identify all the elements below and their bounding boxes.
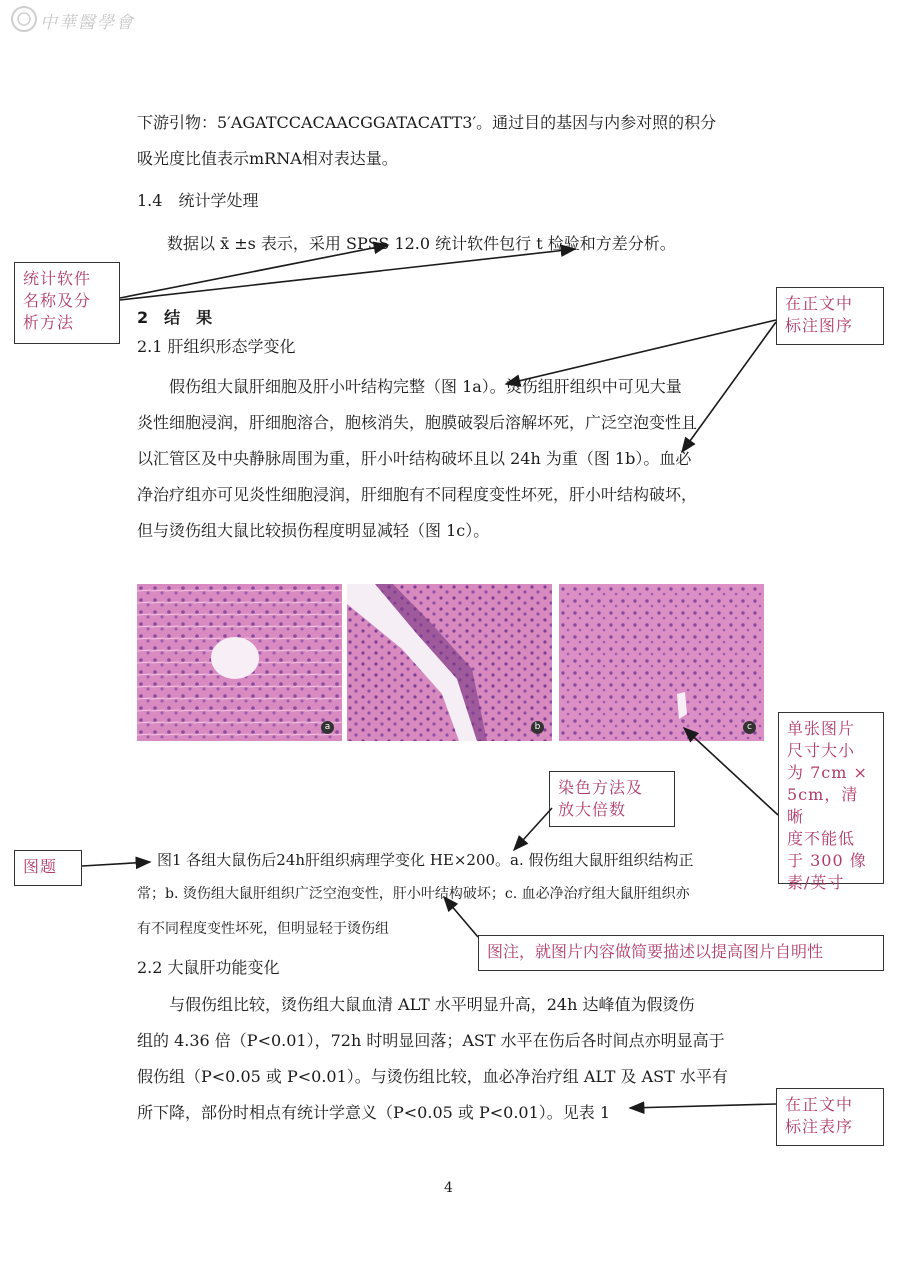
- arrow-to-table-ref: [630, 1104, 776, 1108]
- arrow-to-caption-legend: [444, 897, 478, 937]
- para1-line: 净治疗组亦可见炎性细胞浸润，肝细胞有不同程度变性坏死，肝小叶结构破坏，: [137, 485, 698, 504]
- section-1-4-heading: 1.4 统计学处理: [137, 191, 259, 210]
- annotation-line: 为 7cm ×: [787, 763, 868, 782]
- arrow-to-fig-1b: [682, 322, 776, 452]
- stats-sentence: 数据以 x̄ ±s 表示，采用 SPSS 12.0 统计软件包行 t 检验和方差分析。: [167, 234, 676, 253]
- text-line-1: 下游引物：5′AGATCCACAACGGATACATT3′。通过目的基因与内参对照的积分: [137, 113, 717, 132]
- panel-label-a: a: [321, 721, 334, 734]
- annotation-line: 析方法: [23, 313, 75, 332]
- section-2-2-heading: 2.2 大鼠肝功能变化: [137, 958, 280, 977]
- figure-caption-title: 图1 各组大鼠伤后24h肝组织病理学变化 HE×200。a. 假伤组大鼠肝组织结构正: [157, 851, 694, 869]
- para2-line: 所下降，部份时相点有统计学意义（P<0.05 或 P<0.01）。见表 1: [137, 1103, 611, 1122]
- annotation-line: 标注图序: [785, 316, 854, 335]
- annotation-line: 染色方法及: [558, 778, 644, 797]
- annotation-line: 于 300 像: [787, 851, 867, 870]
- para2-line: 与假伤组比较，烫伤组大鼠血清 ALT 水平明显升高，24h 达峰值为假烫伤: [169, 995, 695, 1014]
- annotation-line: 在正文中: [785, 1095, 854, 1114]
- para1-line: 以汇管区及中央静脉周围为重，肝小叶结构破坏且以 24h 为重（图 1b）。血必: [137, 449, 692, 468]
- figure-caption-line: 常；b. 烫伤组大鼠肝组织广泛空泡变性，肝小叶结构破坏；c. 血必净治疗组大鼠肝组织亦: [137, 886, 690, 902]
- para1-line: 但与烫伤组大鼠比较损伤程度明显减轻（图 1c）。: [137, 521, 490, 540]
- arrow-to-fig-1a: [506, 320, 776, 384]
- arrow-to-stain: [514, 808, 552, 850]
- section-2-1-heading: 2.1 肝组织形态学变化: [137, 337, 296, 356]
- annotation-line: 尺寸大小: [787, 741, 856, 760]
- annotation-line: 名称及分: [23, 291, 92, 310]
- arrow-to-caption-title: [82, 862, 150, 866]
- page-number: 4: [444, 1180, 453, 1196]
- arrow-to-methods: [120, 249, 575, 300]
- figure-caption-line: 有不同程度变性坏死，但明显轻于烫伤组: [137, 921, 389, 937]
- para1-line: 假伤组大鼠肝细胞及肝小叶结构完整（图 1a）。烫伤组肝组织中可见大量: [169, 377, 682, 396]
- annotation-line: 放大倍数: [558, 800, 627, 819]
- section-2-heading: 2 结 果: [137, 308, 213, 327]
- arrow-to-software: [120, 245, 388, 298]
- panel-label-c: c: [743, 721, 756, 734]
- logo-text: 中華醫學會: [40, 13, 135, 33]
- annotation-line: 在正文中: [785, 294, 854, 313]
- annotation-line: 图题: [23, 857, 58, 876]
- para2-line: 假伤组（P<0.05 或 P<0.01）。与烫伤组比较，血必净治疗组 ALT 及 AST 水平有: [137, 1067, 728, 1086]
- annotation-line: 素/英寸: [787, 873, 845, 892]
- para2-line: 组的 4.36 倍（P<0.01），72h 时明显回落；AST 水平在伤后各时间点亦明显高于: [137, 1031, 725, 1050]
- annotation-line: 5cm，清晰: [787, 785, 859, 826]
- annotation-line: 度不能低: [787, 829, 856, 848]
- annotation-line: 单张图片: [787, 719, 856, 738]
- annotation-line: 图注，就图片内容做简要描述以提高图片自明性: [487, 942, 824, 961]
- annotation-line: 标注表序: [785, 1117, 854, 1136]
- para1-line: 炎性细胞浸润，肝细胞溶合，胞核消失，胞膜破裂后溶解坏死，广泛空泡变性且: [137, 413, 698, 432]
- arrow-to-image: [684, 728, 778, 815]
- text-line-2: 吸光度比值表示mRNA相对表达量。: [137, 149, 398, 168]
- annotation-line: 统计软件: [23, 269, 92, 288]
- panel-label-b: b: [531, 721, 544, 734]
